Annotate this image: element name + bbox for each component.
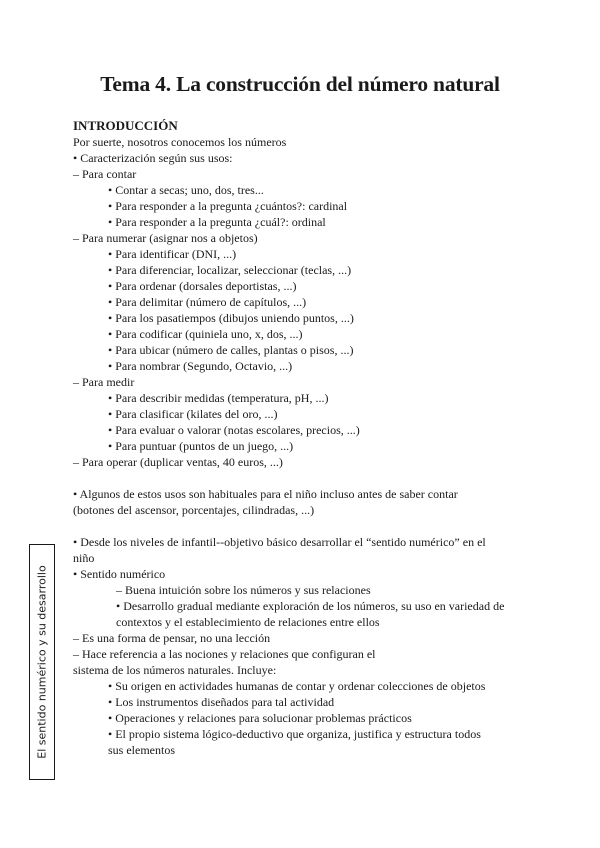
sidebar-label: El sentido numérico y su desarrollo	[35, 565, 49, 759]
sub-bullet-item: • Para responder a la pregunta ¿cuántos?: cardinal	[108, 199, 348, 213]
sub-bullet-item: • Para diferenciar, localizar, seleccionar (teclas, ...)	[108, 263, 352, 277]
sub-bullet-item: • Operaciones y relaciones para solucionar problemas prácticos	[108, 711, 412, 725]
page-title: Tema 4. La construcción del número natural	[100, 72, 500, 96]
dash-item: – Buena intuición sobre los números y sus relaciones	[116, 583, 371, 597]
sub-bullet-item: • Para nombrar (Segundo, Octavio, ...)	[108, 359, 293, 373]
sub-bullet-item: • Desarrollo gradual mediante exploración de los números, su uso en variedad de	[116, 599, 505, 613]
sidebar-label-box	[29, 544, 55, 780]
dash-item: – Para medir	[73, 375, 135, 389]
section-heading-introduccion: INTRODUCCIÓN	[73, 118, 178, 133]
text-line: sus elementos	[108, 743, 175, 757]
text-line: sistema de los números naturales. Incluye:	[73, 663, 277, 677]
text-line: (botones del ascensor, porcentajes, cilindradas, ...)	[73, 503, 315, 517]
sub-bullet-item: • Su origen en actividades humanas de contar y ordenar colecciones de objetos	[108, 679, 486, 693]
bullet-item: • Caracterización según sus usos:	[73, 151, 233, 165]
sub-bullet-item: • Para clasificar (kilates del oro, ...)	[108, 407, 278, 421]
bullet-item: • Sentido numérico	[73, 567, 166, 581]
sub-bullet-item: • Los instrumentos diseñados para tal actividad	[108, 695, 335, 709]
sub-bullet-item: • Para describir medidas (temperatura, pH, ...)	[108, 391, 329, 405]
dash-item: – Para numerar (asignar nos a objetos)	[73, 231, 258, 245]
text-line: niño	[73, 551, 95, 565]
sub-bullet-item: • Para evaluar o valorar (notas escolares, precios, ...)	[108, 423, 360, 437]
sub-bullet-item: • El propio sistema lógico-deductivo que organiza, justifica y estructura todos	[108, 727, 481, 741]
sub-bullet-item: • Para responder a la pregunta ¿cuál?: ordinal	[108, 215, 326, 229]
dash-item: – Hace referencia a las nociones y relaciones que configuran el	[73, 647, 376, 661]
dash-item: – Para operar (duplicar ventas, 40 euros, ...)	[73, 455, 283, 469]
dash-item: – Para contar	[73, 167, 137, 181]
sub-bullet-item: • Para identificar (DNI, ...)	[108, 247, 237, 261]
bullet-item: • Algunos de estos usos son habituales para el niño incluso antes de saber contar	[73, 487, 458, 501]
sub-bullet-item: • Para delimitar (número de capítulos, ...)	[108, 295, 307, 309]
sub-bullet-item: • Para los pasatiempos (dibujos uniendo puntos, ...)	[108, 311, 354, 325]
text-line: Por suerte, nosotros conocemos los números	[73, 135, 287, 149]
sub-bullet-item: • Para puntuar (puntos de un juego, ...)	[108, 439, 294, 453]
sub-bullet-item: • Para codificar (quiniela uno, x, dos, ...)	[108, 327, 303, 341]
text-line: contextos y el establecimiento de relaciones entre ellos	[116, 615, 380, 629]
sub-bullet-item: • Para ordenar (dorsales deportistas, ...)	[108, 279, 297, 293]
sub-bullet-item: • Contar a secas; uno, dos, tres...	[108, 183, 264, 197]
dash-item: – Es una forma de pensar, no una lección	[73, 631, 271, 645]
sub-bullet-item: • Para ubicar (número de calles, plantas o pisos, ...)	[108, 343, 354, 357]
bullet-item: • Desde los niveles de infantil--objetivo básico desarrollar el “sentido numérico” en el	[73, 535, 486, 549]
